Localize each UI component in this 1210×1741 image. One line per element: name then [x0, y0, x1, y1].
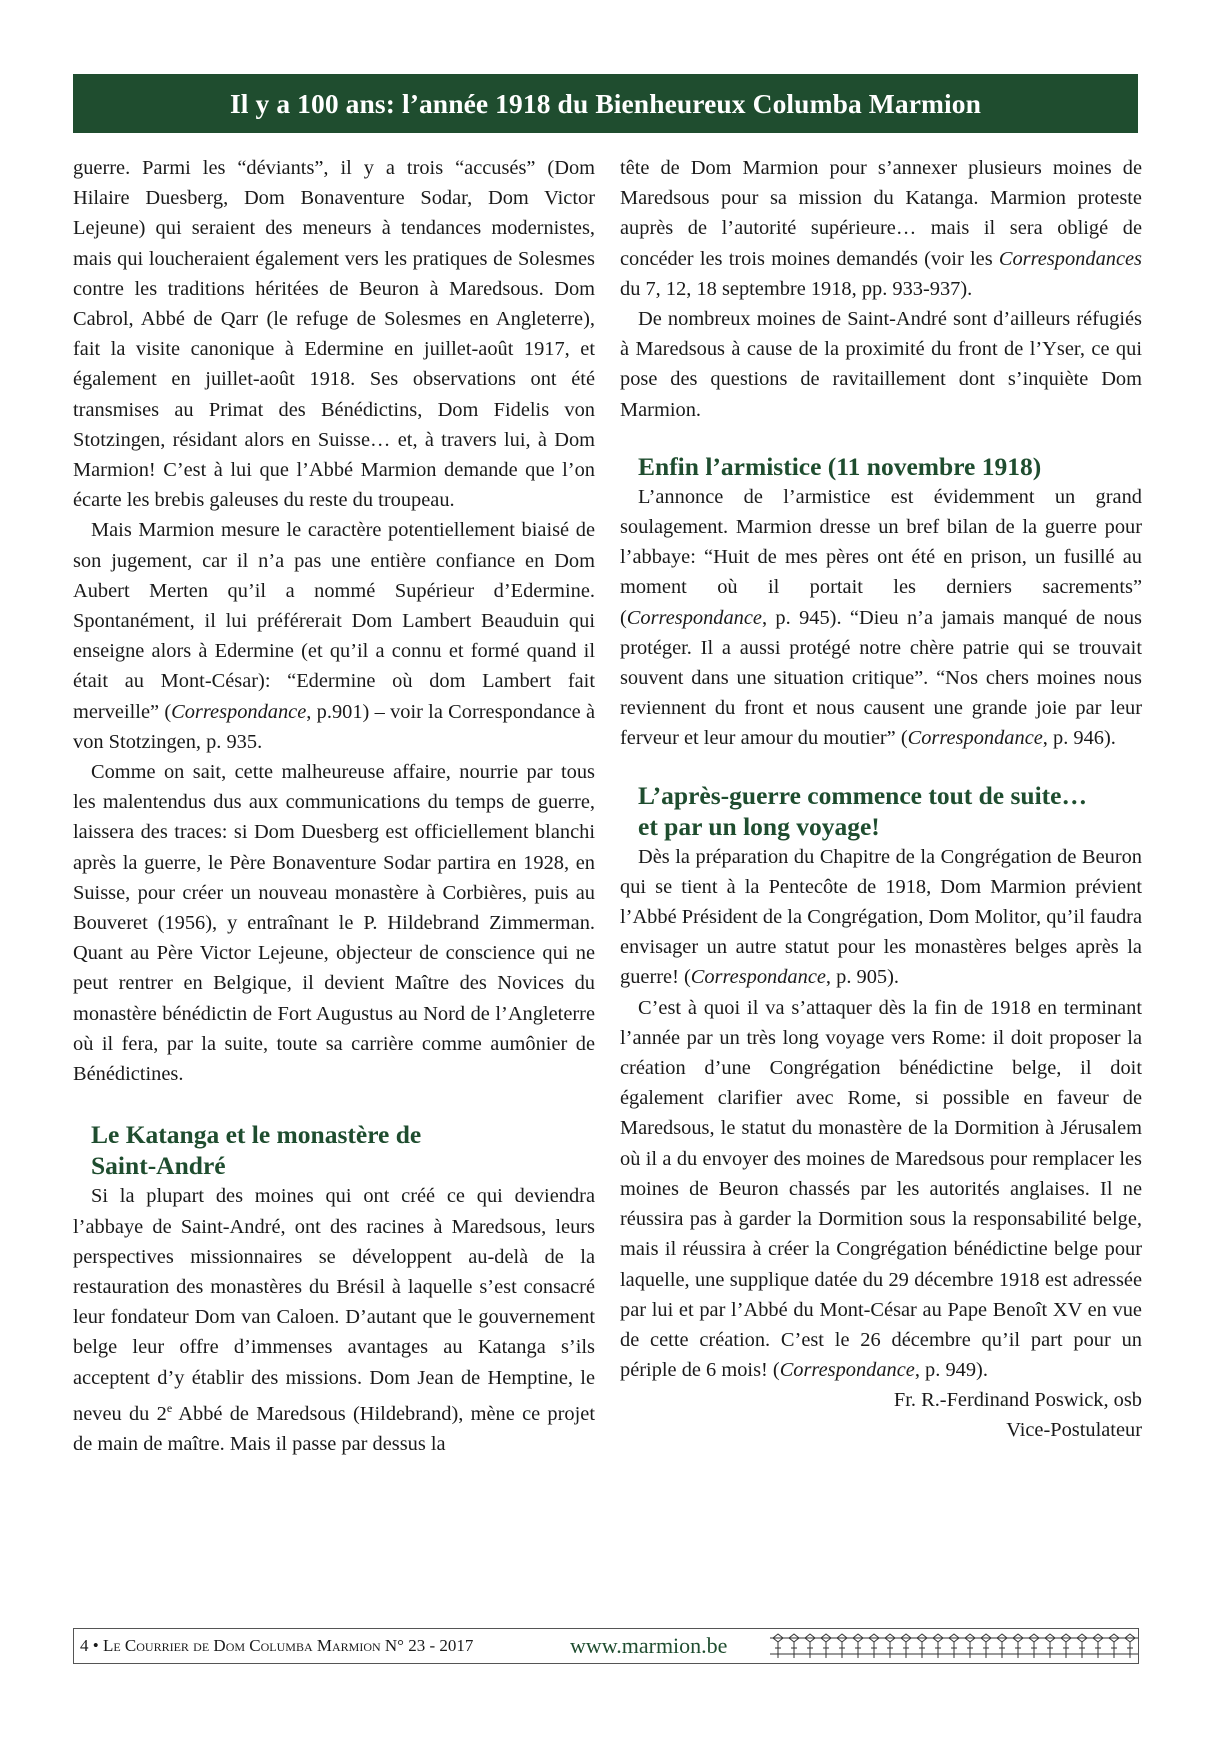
citation: Correspondance [907, 727, 1043, 750]
right-column [620, 153, 1142, 1445]
section-heading-armistice: Enfin l’armistice (11 novembre 1918) [638, 451, 1042, 481]
signature-name: Fr. R.-Ferdinand Poswick, osb [893, 1389, 1142, 1412]
citation: Correspondance [626, 606, 762, 629]
ornament-pattern-icon [770, 1630, 1138, 1662]
ornament-border [770, 1629, 1139, 1663]
website-link[interactable]: www.marmion.be [570, 1633, 728, 1658]
footer-publication [74, 1636, 550, 1656]
citation: Correspondance [779, 1359, 915, 1382]
section-heading-katanga: Le Katanga et le monastère de Saint-André [91, 1120, 422, 1181]
left-column [73, 153, 595, 1459]
paragraph: C’est à quoi il va s’attaquer dès la fin de 1918 en terminant l’année par un très long voyage vers Rome: il doit proposer la création d’une Congrégation bénédictine belge, il doit également clarifier avec Rome, si possible en faveur de Maredsous, le statut du monastère de la Dormition à Jérusalem où il a du envoyer des moines de Maredsous pour remplacer les moines de Beuron chassés par les autorités anglaises. Il ne réussira pas à garder la Dormition sous la responsabilité belge, mais il réussira à créer la Congrégation bénédictine belge pour laquelle, une supplique datée du 29 décembre 1918 est adressée par lui et par l’Abbé du Mont-César au Pape Benoît XV en vue de cette création. C’est le 26 décembre qu’il part pour un périple de 6 mois! (Correspondance, p. 949). [620, 996, 1142, 1382]
paragraph: Comme on sait, cette malheureuse affaire, nourrie par tous les malentendus dus aux communications du temps de guerre, laissera des traces: si Dom Duesberg est officiellement blanchi après la guerre, le Père Bonaventure Sodar partira en 1928, en Suisse, pour créer un nouveau monastère à Corbières, puis au Bouveret (1956), y entraînant le P. Hildebrand Zimmerman. Quant au Père Victor Lejeune, objecteur de conscience qui ne peut rentrer en Belgique, il devient Maître des Novices du monastère bénédictin de Fort Augustus au Nord de l’Angleterre où il fera, par la suite, toute sa carrière comme aumônier de Bénédictines. [73, 761, 595, 1086]
paragraph: De nombreux moines de Saint-André sont d’ailleurs réfugiés à Maredsous à cause de la proximité du front de l’Yser, ce qui pose des questions de ravitaillement dont s’inquiète Dom Marmion. [620, 308, 1142, 421]
paragraph: tête de Dom Marmion pour s’annexer plusieurs moines de Maredsous pour sa mission du Katanga. Marmion proteste auprès de l’autorité supérieure… mais il sera obligé de concéder les trois moines demandés (voir les Correspondances du 7, 12, 18 septembre 1918, pp. 933-937). [620, 157, 1142, 300]
paragraph: L’annonce de l’armistice est évidemment un grand soulagement. Marmion dresse un bref bilan de la guerre pour l’abbaye: “Huit de mes pères ont été en prison, un fusillé au moment où il portait les derniers sacrements” (Correspondance, p. 945). “Dieu n’a jamais manqué de nous protéger. Il a aussi protégé notre chère patrie qui se trouvait souvent dans une situation critique”. “Nos chers moines nous reviennent du front et nous causent une grande joie par leur ferveur et leur amour du moutier” (Correspondance, p. 946). [620, 485, 1142, 750]
banner-title: Il y a 100 ans: l’année 1918 du Bienheureux Columba Marmion [229, 87, 982, 119]
page-footer [73, 1628, 1139, 1664]
paragraph: Dès la préparation du Chapitre de la Congrégation de Beuron qui se tient à la Pentecôte de 1918, Dom Marmion prévient l’Abbé Président de la Congrégation, Dom Molitor, qu’il faudra envisager un autre statut pour les monastères belges après la guerre! (Correspondance, p. 905). [620, 845, 1142, 989]
citation: Correspondance [690, 966, 826, 989]
paragraph: Si la plupart des moines qui ont créé ce qui deviendra l’abbaye de Saint-André, ont des racines à Maredsous, leurs perspectives missionnaires se développent au-delà de la restauration des monastères du Brésil à laquelle s’est consacré leur fondateur Dom van Caloen. D’autant que le gouvernement belge leur offre d’immenses avantages au Katanga s’ils acceptent d’y établir des missions. Dom Jean de Hemptine, le neveu du 2e Abbé de Maredsous (Hildebrand), mène ce projet de main de maître. Mais il passe par dessus la [73, 1185, 595, 1455]
bullet: • [92, 1636, 99, 1655]
citation: Correspondances [998, 247, 1142, 270]
citation: Correspondance [171, 700, 307, 723]
publication-name: Le Courrier de Dom Columba Marmion N° 23 - 2017 [102, 1636, 474, 1655]
signature-title: Vice-Postulateur [1006, 1419, 1142, 1442]
page-banner [73, 74, 1138, 133]
superscript: e [166, 1400, 173, 1415]
page-number: 4 [80, 1636, 89, 1655]
section-heading-apres-guerre: L’après-guerre commence tout de suite… et par un long voyage! [638, 780, 1087, 841]
paragraph: Mais Marmion mesure le caractère potentiellement biaisé de son jugement, car il n’a pas une entière confiance en Dom Aubert Merten qu’il a nommé Supérieur d’Edermine. Spontanément, il lui préférerait Dom Lambert Beauduin qui enseigne alors à Edermine (et qu’il a connu et formé quand il était au Mont-César): “Edermine où dom Lambert fait merveille” (Correspondance, p.901) – voir la Correspondance à von Stotzingen, p. 935. [73, 519, 595, 753]
paragraph: guerre. Parmi les “déviants”, il y a trois “accusés” (Dom Hilaire Duesberg, Dom Bonaventure Sodar, Dom Victor Lejeune) qui seraient des meneurs à tendances modernistes, mais qui loucheraient également vers les pratiques de Solesmes contre les traditions héritées de Beuron à Maredsous. Dom Cabrol, Abbé de Qarr (le refuge de Solesmes en Angleterre), fait la visite canonique à Edermine en juillet-août 1917, et également en juillet-août 1918. Ses observations ont été transmises au Primat des Bénédictins, Dom Fidelis von Stotzingen, résidant alors en Suisse… et, à travers lui, à Dom Marmion! C’est à lui que l’Abbé Marmion demande que l’on écarte les brebis galeuses du reste du troupeau. [73, 157, 595, 512]
